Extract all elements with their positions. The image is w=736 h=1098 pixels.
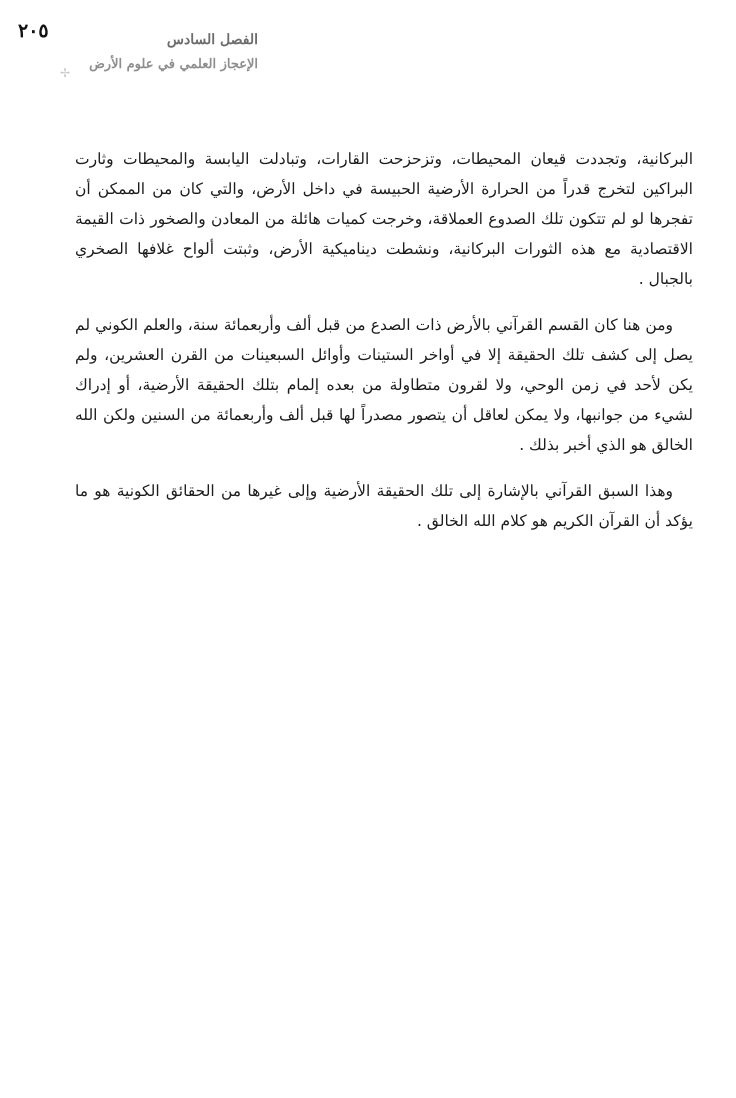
page-number: ٢٠٥: [18, 20, 49, 42]
paragraph-1: البركانية، وتجددت قيعان المحيطات، وتزحزحت القارات، وتبادلت اليابسة والمحيطات وثارت البراكين لتخرج قدراً من الحرارة الأرضية الحبيسة في داخل الأرض، والتي كان من الممكن أن تفجرها لو لم تتكون تلك الصدوع العملاقة، وخرجت كميات هائلة من المعادن والصخور ذات القيمة الاقتصادية مع هذه الثورات البركانية، ونشطت ديناميكية الأرض، وثبتت ألواح غلافها الصخري بالجبال .: [75, 150, 693, 288]
page-body: [75, 144, 693, 552]
book-title: الإعجاز العلمي في علوم الأرض: [89, 57, 258, 72]
chapter-title: الفصل السادس: [166, 32, 258, 48]
paragraph-2: ومن هنا كان القسم القرآني بالأرض ذات الصدع من قبل ألف وأربعمائة سنة، والعلم الكوني لم يصل إلى كشف تلك الحقيقة إلا في أواخر الستينات وأوائل السبعينات من القرن العشرين، ولم يكن لأحد في زمن الوحي، ولا لقرون متطاولة من بعده إلمام بتلك الحقيقة الأرضية، أو إدراك لشيء من جوانبها، ولا يمكن لعاقل أن يتصور مصدراً لها قبل ألف وأربعمائة من السنين ولكن الله الخالق هو الذي أخبر بذلك .: [75, 316, 693, 454]
ornament-icon: ✢: [60, 66, 71, 80]
running-header: [38, 28, 258, 78]
paragraph-3: وهذا السبق القرآني بالإشارة إلى تلك الحقيقة الأرضية وإلى غيرها من الحقائق الكونية هو ما يؤكد أن القرآن الكريم هو كلام الله الخالق .: [75, 482, 693, 530]
